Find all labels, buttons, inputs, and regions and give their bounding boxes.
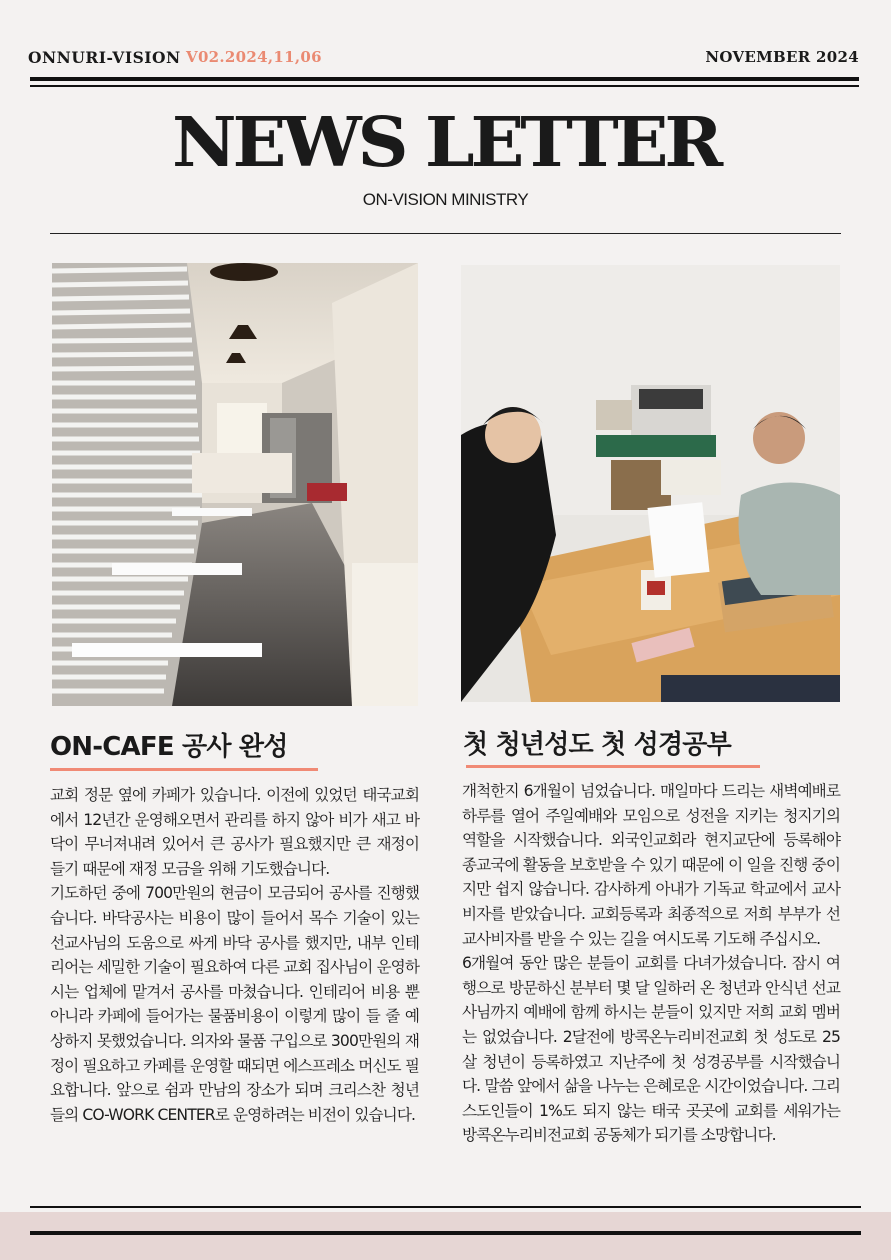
version-label: V02.2024,11,06 xyxy=(186,48,322,66)
article-1-body xyxy=(50,783,419,1127)
masthead-divider xyxy=(50,233,841,234)
issue-date: NOVEMBER 2024 xyxy=(705,48,859,66)
brand-name: ONNURI-VISION xyxy=(28,48,181,67)
cafe-interior-photo xyxy=(52,263,418,706)
bible-study-photo xyxy=(461,265,840,702)
article-1-underline xyxy=(50,768,318,771)
top-header-bar xyxy=(28,48,859,70)
footer-rule-thick xyxy=(30,1231,861,1235)
article-2-paragraph-2: 6개월여 동안 많은 분들이 교회를 다녀가셨습니다. 잠시 여행으로 방문하신 분부터 몇 달 일하러 온 청년과 안식년 선교사님까지 예배에 함께 하시는 분들이 있지만 저희 교회 멤버는 없었습니다. 2달전에 방콕온누리비전교회 첫 성도로 25살 청년이 등록하였고 지난주에 첫 성경공부를 시작했습니다. 말씀 앞에서 삶을 나누는 은혜로운 시간이었습니다. 그리스도인들이 1%도 되지 않는 태국 곳곳에 교회를 세워가는 방콕온누리비전교회 공동체가 되기를 소망합니다. xyxy=(462,954,840,1145)
article-1-paragraph-1: 교회 정문 옆에 카페가 있습니다. 이전에 있었던 태국교회에서 12년간 운영해오면서 관리를 하지 않아 비가 새고 바닥이 무너져내려 있어서 큰 공사가 필요했지만 큰 재정이 들기 때문에 재정 모금을 위해 기도했습니다. xyxy=(50,786,419,878)
article-2-heading: 첫 청년성도 첫 성경공부 xyxy=(463,730,731,760)
footer-rule-thin xyxy=(30,1206,861,1208)
newsletter-title: NEWS LETTER xyxy=(172,103,719,183)
newsletter-subtitle: ON-VISION MINISTRY xyxy=(362,190,529,209)
article-1-heading: ON-CAFE 공사 완성 xyxy=(50,732,288,762)
article-2-underline xyxy=(466,765,760,768)
article-2-paragraph-1: 개척한지 6개월이 넘었습니다. 매일마다 드리는 새벽예배로 하루를 열어 주일예배와 모임으로 성전을 지키는 청지기의 역할을 시작했습니다. 외국인교회라 현지교단에 등록해야 종교국에 활동을 보호받을 수 있기 때문에 이 일을 진행 중이지만 쉽지 않습니다. 감사하게 아내가 기독교 학교에서 교사비자를 받았습니다. 교회등록과 최종적으로 저희 부부가 선교사비자를 받을 수 있는 길을 여시도록 기도해 주십시오. xyxy=(462,782,840,948)
header-rule-thin xyxy=(30,85,859,87)
cafe-interior-illustration xyxy=(52,263,418,706)
header-rule-thick xyxy=(30,77,859,81)
footer-band xyxy=(0,1212,891,1260)
article-1-paragraph-2: 기도하던 중에 700만원의 현금이 모금되어 공사를 진행했습니다. 바닥공사는 비용이 많이 들어서 목수 기술이 있는 선교사님의 도움으로 싸게 바닥 공사를 했지만, 내부 인테리어는 세밀한 기술이 필요하여 다른 교회 집사님이 운영하시는 업체에 맡겨서 공사를 마쳤습니다. 인테리어 비용 뿐 아니라 카페에 들어가는 물품비용이 이렇게 많이 들 줄 예상하지 못했었습니다. 의자와 물품 구입으로 300만원의 재정이 필요하고 카페를 운영할 때되면 에스프레소 머신도 필요합니다. 앞으로 쉼과 만남의 장소가 되며 크리스찬 청년들의 CO-WORK CENTER로 운영하려는 비전이 있습니다. xyxy=(50,884,419,1124)
bible-study-illustration xyxy=(461,265,840,702)
article-2-body xyxy=(462,779,840,1148)
